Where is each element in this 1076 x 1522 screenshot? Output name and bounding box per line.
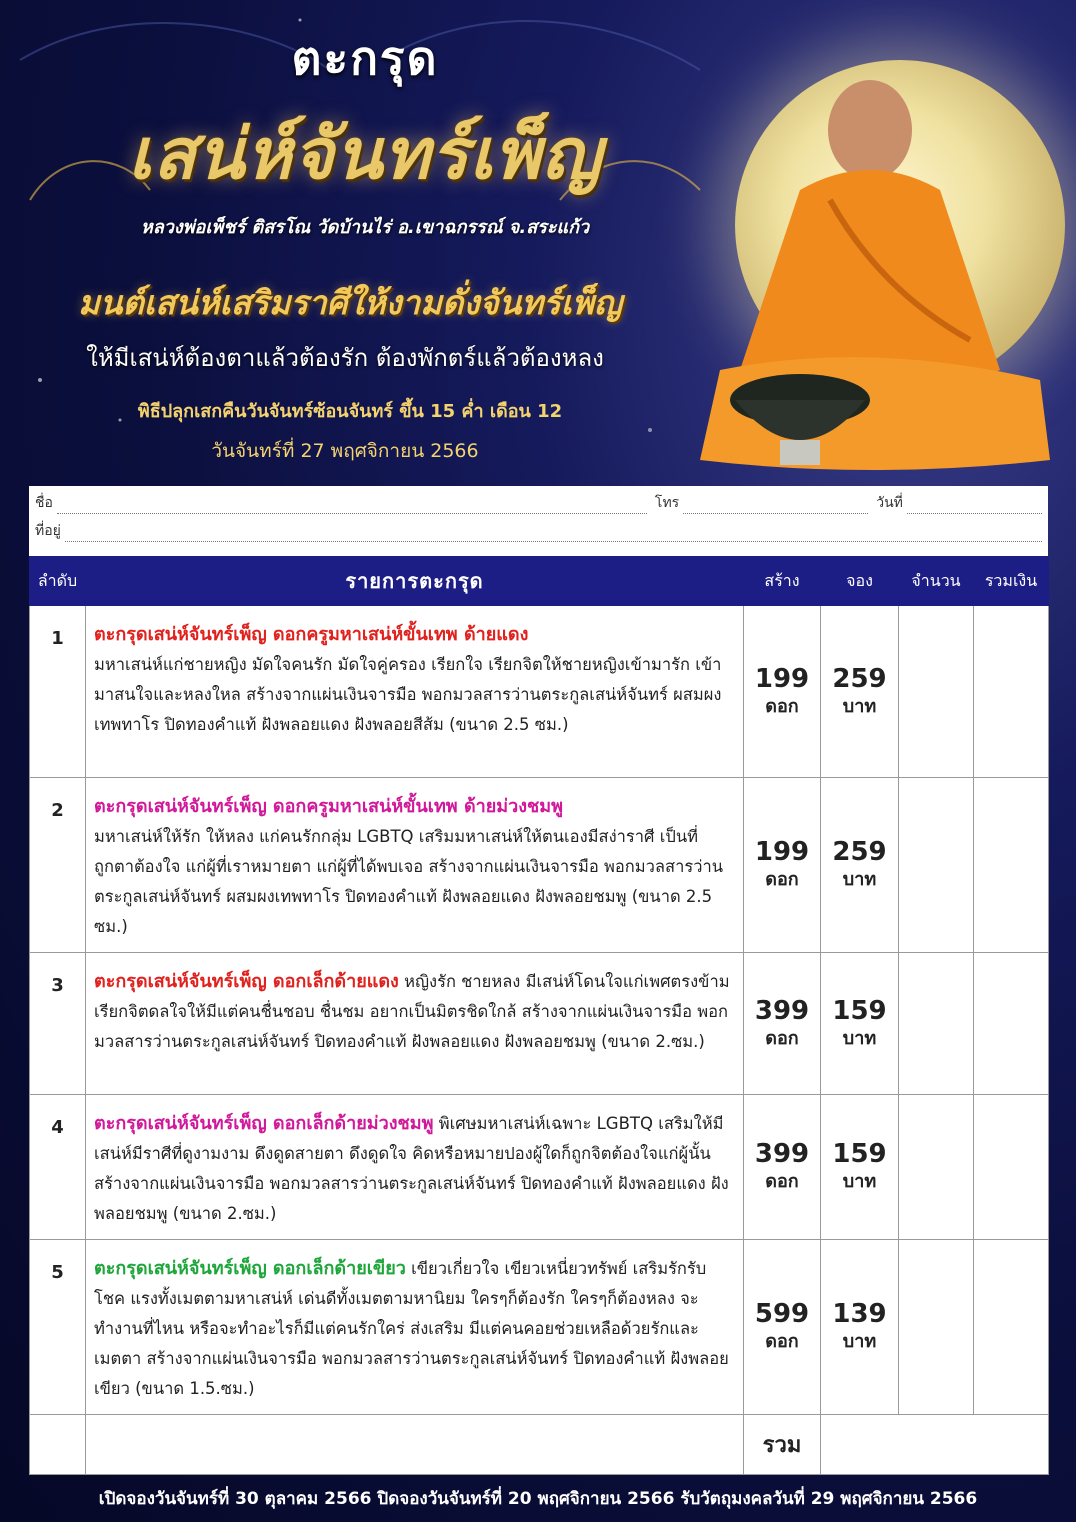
total-cell[interactable] xyxy=(974,606,1049,778)
made-count: 599 xyxy=(754,1299,810,1329)
price-unit: บาท xyxy=(842,1331,877,1352)
tagline: ให้มีเสน่ห์ต้องตาแล้วต้องรัก ต้องพักตร์แล้วต้องหลง xyxy=(86,344,604,372)
total-cell[interactable] xyxy=(974,953,1049,1095)
item-title: ตะกรุดเสน่ห์จันทร์เพ็ญ ดอกเล็กด้ายม่วงชมพู xyxy=(94,1113,434,1134)
item-description xyxy=(86,953,744,1095)
made-count: 399 xyxy=(754,1139,810,1169)
monk-subtitle: หลวงพ่อเพ็ชร์ ติสรโณ วัดบ้านไร่ อ.เขาฉกรรณ์ จ.สระแก้ว xyxy=(140,217,590,238)
total-row xyxy=(30,1415,1049,1475)
order-form xyxy=(29,486,1048,556)
monk-image xyxy=(680,40,1060,480)
price-unit: บาท xyxy=(842,695,877,717)
qty-cell[interactable] xyxy=(899,1095,974,1240)
col-header-made: สร้าง xyxy=(744,557,821,606)
item-detail: เขียวเกี่ยวใจ เขียวเหนี่ยวทรัพย์ เสริมรักรับโชค แรงทั้งเมตตามหาเสน่ห์ เด่นดีทั้งเมตตามหานิยม ใครๆก็ต้องรัก ใครๆก็ต้องหลง จะทำงานที่ไหน หรือจะทำอะไรก็มีแต่คนรักใคร่ ส่งเสริม มีแต่คนคอยช่วยเหลือด้วยรักและเมตตา สร้างจากแผ่นเงินจารมือ พอกมวลสารว่านตระกูลเสน่ห์จันทร์ ปิดทองคำแท้ ฝังพลอยเขียว (ขนาด 1.5.ซม.) xyxy=(94,1259,729,1398)
made-count-cell xyxy=(744,778,821,953)
col-header-item: รายการตะกรุด xyxy=(86,557,744,606)
qty-cell[interactable] xyxy=(899,606,974,778)
item-description xyxy=(86,606,744,778)
made-count-cell xyxy=(744,1240,821,1415)
made-count: 399 xyxy=(754,995,810,1026)
price-cell xyxy=(821,778,899,953)
total-cell[interactable] xyxy=(974,778,1049,953)
grand-total-cell[interactable] xyxy=(821,1415,1049,1475)
item-description xyxy=(86,1240,744,1415)
item-detail: มหาเสน่ห์แก่ชายหญิง มัดใจคนรัก มัดใจคู่ครอง เรียกใจ เรียกจิตให้ชายหญิงเข้ามารัก เข้ามาสนใจและหลงใหล สร้างจากแผ่นเงินจารมือ พอกมวลสารว่านตระกูลเสน่ห์จันทร์ ผสมผงเทพทาโร ปิดทองคำแท้ ฝังพลอยแดง ฝังพลอยสีส้ม (ขนาด 2.5 ซม.) xyxy=(94,655,722,734)
table-row xyxy=(30,953,1049,1095)
price-unit: บาท xyxy=(842,1027,877,1049)
made-unit: ดอก xyxy=(765,1027,799,1049)
col-header-qty: จำนวน xyxy=(899,557,974,606)
price-unit: บาท xyxy=(842,869,877,890)
made-unit: ดอก xyxy=(765,1171,799,1192)
price-cell xyxy=(821,953,899,1095)
mantra-heading: มนต์เสน่ห์เสริมราศีให้งามดั่งจันทร์เพ็ญ xyxy=(78,283,622,322)
made-count-cell xyxy=(744,606,821,778)
table-row xyxy=(30,1095,1049,1240)
price-cell xyxy=(821,1095,899,1240)
title-small: ตะกรุด xyxy=(291,31,439,85)
address-label: ที่อยู่ xyxy=(35,523,61,539)
total-empty-cell xyxy=(86,1415,744,1475)
made-unit: ดอก xyxy=(765,695,799,717)
made-count: 199 xyxy=(754,837,810,867)
col-header-no: ลำดับ xyxy=(30,557,86,606)
item-description xyxy=(86,778,744,953)
item-title: ตะกรุดเสน่ห์จันทร์เพ็ญ ดอกครูมหาเสน่ห์ขั้นเทพ ด้ายแดง xyxy=(94,624,529,645)
item-title: ตะกรุดเสน่ห์จันทร์เพ็ญ ดอกเล็กด้ายเขียว xyxy=(94,1258,406,1279)
ceremony-info: พิธีปลุกเสกคืนวันจันทร์ซ้อนจันทร์ ขึ้น 15 ค่ำ เดือน 12 xyxy=(137,401,563,422)
price-value: 159 xyxy=(832,995,887,1026)
footer-dates: เปิดจองวันจันทร์ที่ 30 ตุลาคม 2566 ปิดจองวันจันทร์ที่ 20 พฤศจิกายน 2566 รับวัตถุมงคลวันที่ 29 พฤศจิกายน 2566 xyxy=(98,1489,978,1509)
table-row xyxy=(30,778,1049,953)
total-cell[interactable] xyxy=(974,1240,1049,1415)
price-unit: บาท xyxy=(842,1171,877,1192)
row-number: 2 xyxy=(30,778,86,953)
title-big: เสน่ห์จันทร์เพ็ญ xyxy=(128,112,602,195)
phone-field[interactable] xyxy=(683,499,868,514)
row-number: 5 xyxy=(30,1240,86,1415)
name-label: ชื่อ xyxy=(35,495,53,511)
item-detail: พิเศษมหาเสน่ห์เฉพาะ LGBTQ เสริมให้มีเสน่ห์มีราศีที่ดูงามงาม ดึงดูดสายตา ดึงดูดใจ คิดหรือหมายปองผู้ใดก็ถูกจิตต้องใจแก่ผู้นั้น สร้างจากแผ่นเงินจารมือ พอกมวลสารว่านตระกูลเสน่ห์จันทร์ ปิดทองคำแท้ ฝังพลอยแดง ฝังพลอยชมพู (ขนาด 2.ซม.) xyxy=(94,1114,729,1223)
order-table xyxy=(29,556,1049,1475)
date-field[interactable] xyxy=(907,499,1042,514)
row-number: 3 xyxy=(30,953,86,1095)
price-value: 139 xyxy=(832,1299,887,1329)
col-header-reserve: จอง xyxy=(821,557,899,606)
price-value: 259 xyxy=(832,837,887,867)
total-label: รวม xyxy=(744,1415,821,1475)
name-field[interactable] xyxy=(57,499,647,514)
qty-cell[interactable] xyxy=(899,953,974,1095)
date-label: วันที่ xyxy=(876,495,903,511)
price-cell xyxy=(821,1240,899,1415)
table-row xyxy=(30,1240,1049,1415)
made-unit: ดอก xyxy=(765,869,799,890)
item-title: ตะกรุดเสน่ห์จันทร์เพ็ญ ดอกเล็กด้ายแดง xyxy=(94,971,399,992)
price-cell xyxy=(821,606,899,778)
qty-cell[interactable] xyxy=(899,778,974,953)
item-description xyxy=(86,1095,744,1240)
total-cell[interactable] xyxy=(974,1095,1049,1240)
qty-cell[interactable] xyxy=(899,1240,974,1415)
made-count-cell xyxy=(744,1095,821,1240)
row-number: 4 xyxy=(30,1095,86,1240)
table-header-row xyxy=(30,557,1049,606)
price-value: 159 xyxy=(832,1139,887,1169)
made-count: 199 xyxy=(754,663,810,694)
made-count-cell xyxy=(744,953,821,1095)
ceremony-date: วันจันทร์ที่ 27 พฤศจิกายน 2566 xyxy=(211,440,479,462)
table-row xyxy=(30,606,1049,778)
item-detail: หญิงรัก ชายหลง มีเสน่ห์โดนใจแก่เพศตรงข้าม เรียกจิตดลใจให้มีแต่คนชื่นชอบ ชื่นชม อยากเป็นมิตรชิดใกล้ สร้างจากแผ่นเงินจารมือ พอกมวลสารว่านตระกูลเสน่ห์จันทร์ ปิดทองคำแท้ ฝังพลอยแดง ฝังพลอยชมพู (ขนาด 2.ซม.) xyxy=(94,972,730,1051)
item-title: ตะกรุดเสน่ห์จันทร์เพ็ญ ดอกครูมหาเสน่ห์ขั้นเทพ ด้ายม่วงชมพู xyxy=(94,796,563,817)
item-detail: มหาเสน่ห์ให้รัก ให้หลง แก่คนรักกลุ่ม LGBTQ เสริมมหาเสน่ห์ให้ตนเองมีสง่าราศี เป็นที่ถูกตาต้องใจ แก่ผู้ที่เราหมายตา แก่ผู้ที่ได้พบเจอ สร้างจากแผ่นเงินจารมือ พอกมวลสารว่านตระกูลเสน่ห์จันทร์ ผสมผงเทพทาโร ปิดทองคำแท้ ฝังพลอยแดง ฝังพลอยชมพู (ขนาด 2.5 ซม.) xyxy=(94,827,724,936)
address-field[interactable] xyxy=(65,527,1042,542)
total-empty-cell xyxy=(30,1415,86,1475)
price-value: 259 xyxy=(832,663,887,694)
phone-label: โทร xyxy=(654,495,680,511)
col-header-total: รวมเงิน xyxy=(974,557,1049,606)
row-number: 1 xyxy=(30,606,86,778)
made-unit: ดอก xyxy=(765,1331,799,1352)
